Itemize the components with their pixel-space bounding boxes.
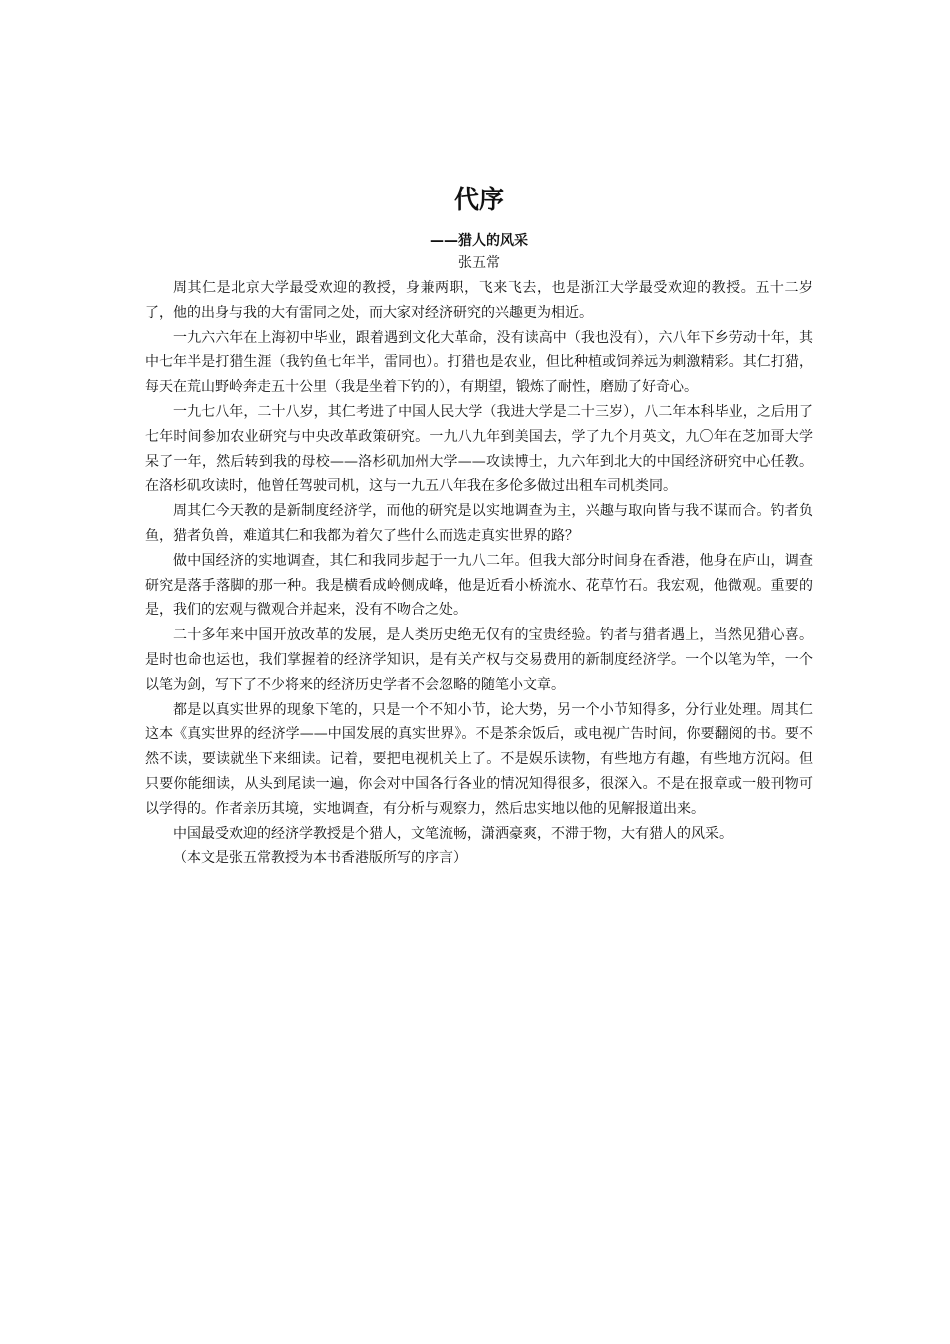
- closing-note: （本文是张五常教授为本书香港版所写的序言）: [173, 850, 467, 867]
- page-title: 代序: [453, 185, 504, 214]
- author-name: 张五常: [458, 255, 500, 271]
- paragraph: 都是以真实世界的现象下笔的，只是一个不知小节，论大势，另一个小节知得多，分行业处理。周其仁这本《真实世界的经济学——中国发展的真实世界》。不是茶余饭后，或电视广告时间，你要翻阅的书。要不然不读，要读就坐下来细读。记着，要把电视机关上了。不是娱乐读物，有些地方有趣，有些地方沉闷。但只要你能细读，从头到尾读一遍，你会对中国各行各业的情况知得很多，很深入。不是在报章或一般刊物可以学得的。作者亲历其境，实地调查，有分析与观察力，然后忠实地以他的见解报道出来。: [145, 701, 813, 817]
- paragraph: 一九六六年在上海初中毕业，跟着遇到文化大革命，没有读高中（我也没有），六八年下乡劳动十年，其中七年半是打猎生涯（我钓鱼七年半，雷同也）。打猎也是农业，但比种植或饲养远为刺激精彩。其仁打猎，每天在荒山野岭奔走五十公里（我是坐着下钓的），有期望，锻炼了耐性，磨励了好奇心。: [145, 329, 813, 396]
- paragraph: 中国最受欢迎的经济学教授是个猎人，文笔流畅，潇洒豪爽，不滞于物，大有猎人的风采。: [173, 825, 733, 842]
- paragraph: 周其仁是北京大学最受欢迎的教授，身兼两职，飞来飞去，也是浙江大学最受欢迎的教授。五十二岁了，他的出身与我的大有雷同之处，而大家对经济研究的兴趣更为相近。: [145, 280, 813, 321]
- paragraph: 二十多年来中国开放改革的发展，是人类历史绝无仅有的宝贵经验。钓者与猎者遇上，当然见猎心喜。是时也命也运也，我们掌握着的经济学知识，是有关产权与交易费用的新制度经济学。一个以笔为竿，一个以笔为剑，写下了不少将来的经济历史学者不会忽略的随笔小文章。: [145, 627, 813, 693]
- paragraph: 做中国经济的实地调查，其仁和我同步起于一九八二年。但我大部分时间身在香港，他身在庐山，调查研究是落手落脚的那一种。我是横看成岭侧成峰，他是近看小桥流水、花草竹石。我宏观，他微观。重要的是，我们的宏观与微观合并起来，没有不吻合之处。: [145, 552, 813, 619]
- page-subtitle: ——猎人的风采: [430, 233, 528, 249]
- paragraph: 一九七八年，二十八岁，其仁考进了中国人民大学（我进大学是二十三岁），八二年本科毕业，之后用了七年时间参加农业研究与中央改革政策研究。一九八九年到美国去，学了九个月英文，九〇年在芝加哥大学呆了一年，然后转到我的母校——洛杉矶加州大学——攻读博士，九六年到北大的中国经济研究中心任教。在洛杉矶攻读时，他曾任驾驶司机，这与一九五八年我在多伦多做过出租车司机类同。: [145, 403, 813, 495]
- paragraph: 周其仁今天教的是新制度经济学，而他的研究是以实地调查为主，兴趣与取向皆与我不谋而合。钓者负鱼，猎者负兽，难道其仁和我都为着欠了些什么而选走真实世界的路？: [145, 503, 813, 544]
- document-body: [145, 182, 813, 871]
